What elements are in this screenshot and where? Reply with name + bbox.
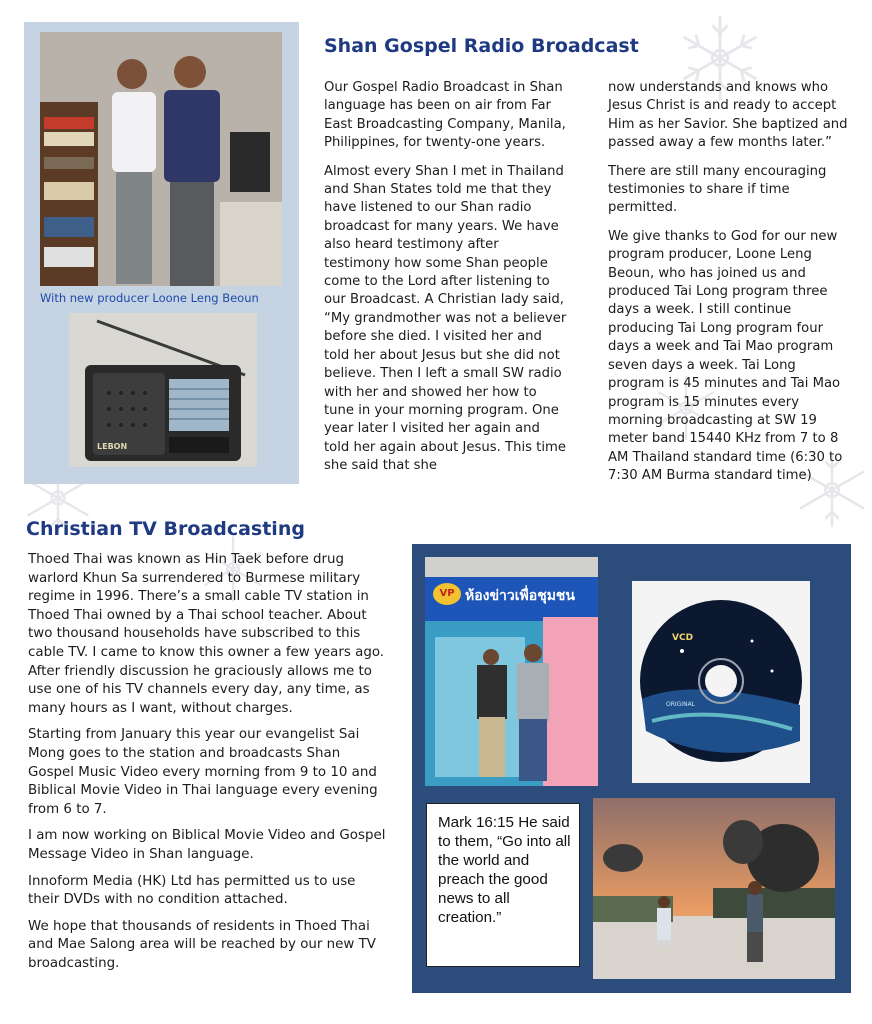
radio-paragraph-2: Almost every Shan I met in Thailand and Shan States told me that they have listened to our Shan radio broadcast for many years. We have also heard testimony after testimony how some Shan people come to the Lord after listening to our Broadcast. A Christian lady said, “My grandmother was not a believer before she died. I visited her and told her about Jesus but she did not believe. Then I left a small SW radio with her and showed her how to tune in your morning program. One year later I visited her again and told her again about Jesus. This time she said that she (324, 163, 567, 474)
satellite-dishes-photo (593, 798, 835, 979)
radio-paragraph-5: We give thanks to God for our new program producer, Loone Leng Beoun, who has joined us and produced Tai Long program three days a week. I still continue producing Tai Long program four days a week and Tai Mao program seven days a week. Tai Long program is 45 minutes and Tai Mao program is 15 minutes every morning broadcasting at SW 19 meter band 15440 KHz from 7 to 8 AM Thailand standard time (6:30 to 7:30 AM Burma standard time) (608, 228, 843, 484)
photo-caption: With new producer Loone Leng Beoun (40, 291, 259, 305)
cd-label: VCD (672, 633, 694, 643)
tv-paragraph-3: I am now working on Biblical Movie Video and Gospel Message Video in Shan language. (28, 828, 386, 862)
radio-section-heading: Shan Gospel Radio Broadcast (324, 35, 639, 57)
scripture-quote-box (426, 803, 580, 967)
tv-text-column (28, 551, 390, 981)
radio-paragraph-4: There are still many encouraging testimonies to share if time permitted. (608, 163, 827, 216)
station-sign: ห้องข่าวเพื่อชุมชน (465, 588, 575, 604)
tv-section-heading: Christian TV Broadcasting (26, 518, 305, 540)
station-logo: VP (433, 583, 461, 605)
radio-brand-label: LEBON (97, 442, 128, 451)
shortwave-radio-photo (69, 313, 257, 467)
radio-paragraph-3: now understands and knows who Jesus Christ is and ready to accept Him as her Savior. She baptized and passed away a few months later.” (608, 80, 848, 151)
tv-paragraph-1: Thoed Thai was known as Hin Taek before drug warlord Khun Sa surrendered to Burmese military regime in 1996. There’s a small cable TV station in Thoed Thai owned by a Thai school teacher. About two thousand households have subscribed to this cable TV. I came to know this owner a few years ago. After friendly discussion he graciously allows me to use one of his TV channels every day, any time, as many hours as I want, without charges. (28, 552, 385, 716)
producers-photo (40, 32, 282, 286)
vcd-disc-photo (632, 581, 810, 783)
tv-station-photo (425, 557, 598, 786)
radio-column-1 (324, 79, 568, 486)
tv-paragraph-5: We hope that thousands of residents in Thoed Thai and Mae Salong area will be reached by our new TV broadcasting. (28, 918, 376, 971)
radio-paragraph-1: Our Gospel Radio Broadcast in Shan language has been on air from Far East Broadcasting Company, Manila, Philippines, for twenty-one years. (324, 80, 566, 151)
scripture-quote-text: Mark 16:15 He said to them, “Go into all the world and preach the good news to all creation.” (438, 814, 571, 926)
tv-paragraph-4: Innoform Media (HK) Ltd has permitted us to use their DVDs with no condition attached. (28, 873, 356, 908)
tv-paragraph-2: Starting from January this year our evangelist Sai Mong goes to the station and broadcasts Shan Gospel Music Video every morning from 9 to 10 and Biblical Movie Video in Thai language every evening from 6 to 7. (28, 727, 378, 817)
radio-column-2 (608, 79, 852, 496)
cd-subtitle: ORIGINAL (666, 701, 696, 708)
